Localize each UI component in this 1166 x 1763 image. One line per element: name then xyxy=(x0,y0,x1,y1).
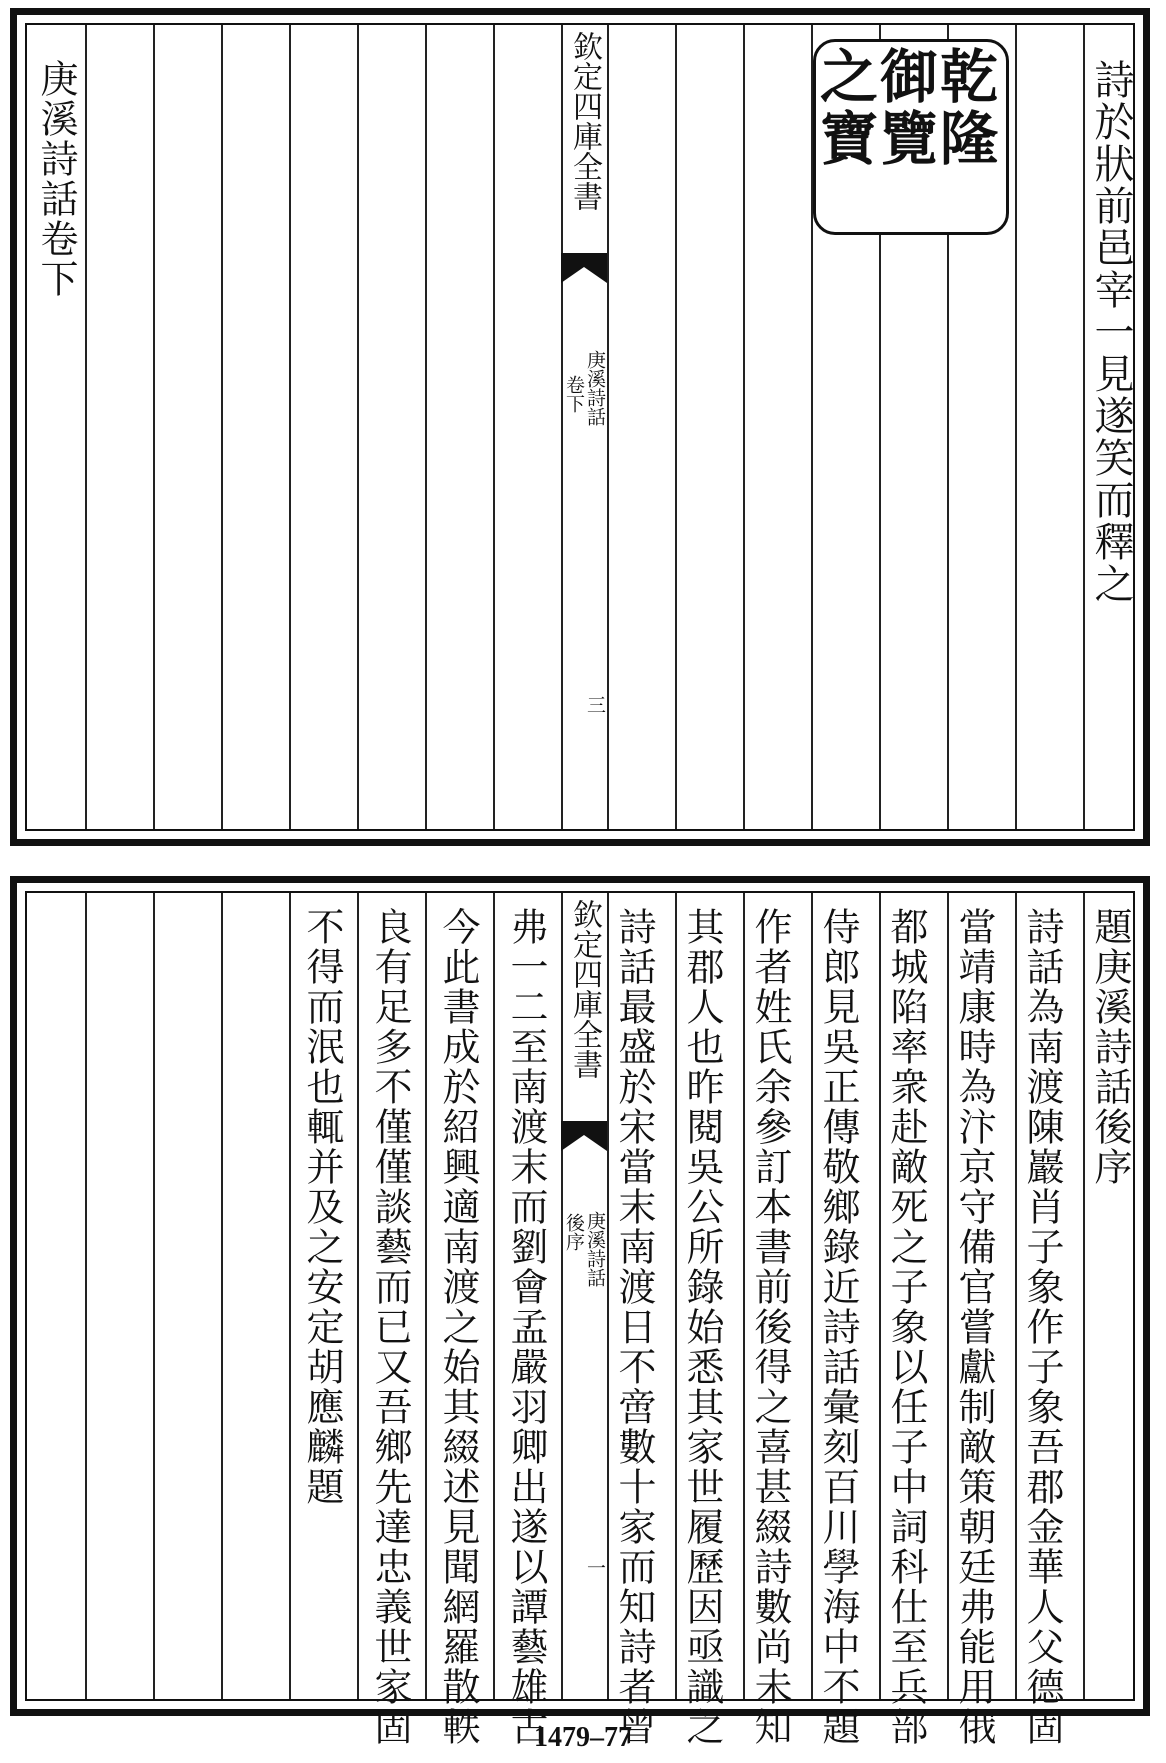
column-rule xyxy=(879,893,881,1699)
seal-char: 隆 xyxy=(940,105,999,173)
column-rule xyxy=(289,893,291,1699)
top-page-frame xyxy=(25,23,1135,831)
text-column: 詩話為南渡陳巖肖子象作子象吾郡金華人父德固 xyxy=(1020,907,1064,1747)
top-spine xyxy=(561,25,607,829)
spine-collection-title: 欽定四庫全書 xyxy=(567,899,602,1079)
text-column: 弗一二至南渡末而劉會孟嚴羽卿出遂以譚藝雄古 xyxy=(504,907,548,1747)
column-rule xyxy=(607,893,609,1699)
column-rule xyxy=(743,25,745,829)
text-column: 作者姓氏余參訂本書前後得之喜甚綴詩數尚未知 xyxy=(748,907,792,1747)
column-rule xyxy=(221,893,223,1699)
spine-collection-title: 欽定四庫全書 xyxy=(567,31,602,211)
column-rule xyxy=(675,25,677,829)
bottom-spine xyxy=(561,893,607,1699)
column-rule xyxy=(357,25,359,829)
column-rule xyxy=(607,25,609,829)
column-rule xyxy=(357,893,359,1699)
spine-chapter: 後序 xyxy=(563,1213,585,1251)
column-rule xyxy=(675,893,677,1699)
top-page xyxy=(10,8,1150,846)
seal-char: 之 xyxy=(820,43,879,111)
column-rule xyxy=(153,25,155,829)
text-column: 當靖康時為汴京守備官嘗獻制敵策朝廷弗能用俄 xyxy=(952,907,996,1747)
volume-page-number: 1479–77 xyxy=(534,1722,632,1753)
seal-char: 寶 xyxy=(820,105,879,173)
column-rule xyxy=(85,25,87,829)
column-rule xyxy=(425,25,427,829)
column-rule xyxy=(493,893,495,1699)
column-rule xyxy=(153,893,155,1699)
column-rule xyxy=(425,893,427,1699)
column-rule xyxy=(1083,893,1085,1699)
text-column: 詩話最盛於宋當末南渡日不啻數十家而知詩者曾 xyxy=(612,907,656,1747)
column-rule xyxy=(811,893,813,1699)
text-column: 都城陷率衆赴敵死之子象以任子中詞科仕至兵部 xyxy=(884,907,928,1747)
column-rule xyxy=(221,25,223,829)
preface-title-column: 題庚溪詩話後序 xyxy=(1088,907,1132,1187)
book-title-column: 庚溪詩話卷下 xyxy=(34,59,78,299)
spine-chapter: 卷下 xyxy=(563,375,585,413)
column-rule xyxy=(947,893,949,1699)
spine-book-title: 庚溪詩話 xyxy=(584,350,606,426)
column-rule xyxy=(1015,893,1017,1699)
seal-char: 乾 xyxy=(940,43,999,111)
column-rule xyxy=(1015,25,1017,829)
text-column: 良有足多不僅僅談藝而已又吾鄉先達忠義世家固 xyxy=(368,907,412,1747)
spine-book-title: 庚溪詩話 xyxy=(584,1211,606,1287)
fishtail-ornament-icon xyxy=(561,1121,607,1155)
seal-char: 御 xyxy=(880,43,939,111)
text-column: 侍郎見吳正傳敬鄉錄近詩話彙刻百川學海中不題 xyxy=(816,907,860,1747)
column-rule xyxy=(493,25,495,829)
fishtail-ornament-icon xyxy=(561,253,607,287)
imperial-seal xyxy=(813,39,1009,235)
spine-page-number: 三 xyxy=(584,695,606,714)
seal-char: 覽 xyxy=(880,105,939,173)
column-rule xyxy=(743,893,745,1699)
column-rule xyxy=(289,25,291,829)
text-column: 今此書成於紹興適南渡之始其綴述見聞網羅散軼 xyxy=(436,907,480,1747)
text-column: 不得而泯也輒并及之安定胡應麟題 xyxy=(300,907,344,1507)
text-column: 詩於狀前邑宰一見遂笑而釋之 xyxy=(1088,59,1134,605)
column-rule xyxy=(1083,25,1085,829)
spine-page-number: 一 xyxy=(584,1558,606,1577)
text-column: 其郡人也昨閱吳公所錄始悉其家世履歷因亟識之 xyxy=(680,907,724,1747)
column-rule xyxy=(85,893,87,1699)
